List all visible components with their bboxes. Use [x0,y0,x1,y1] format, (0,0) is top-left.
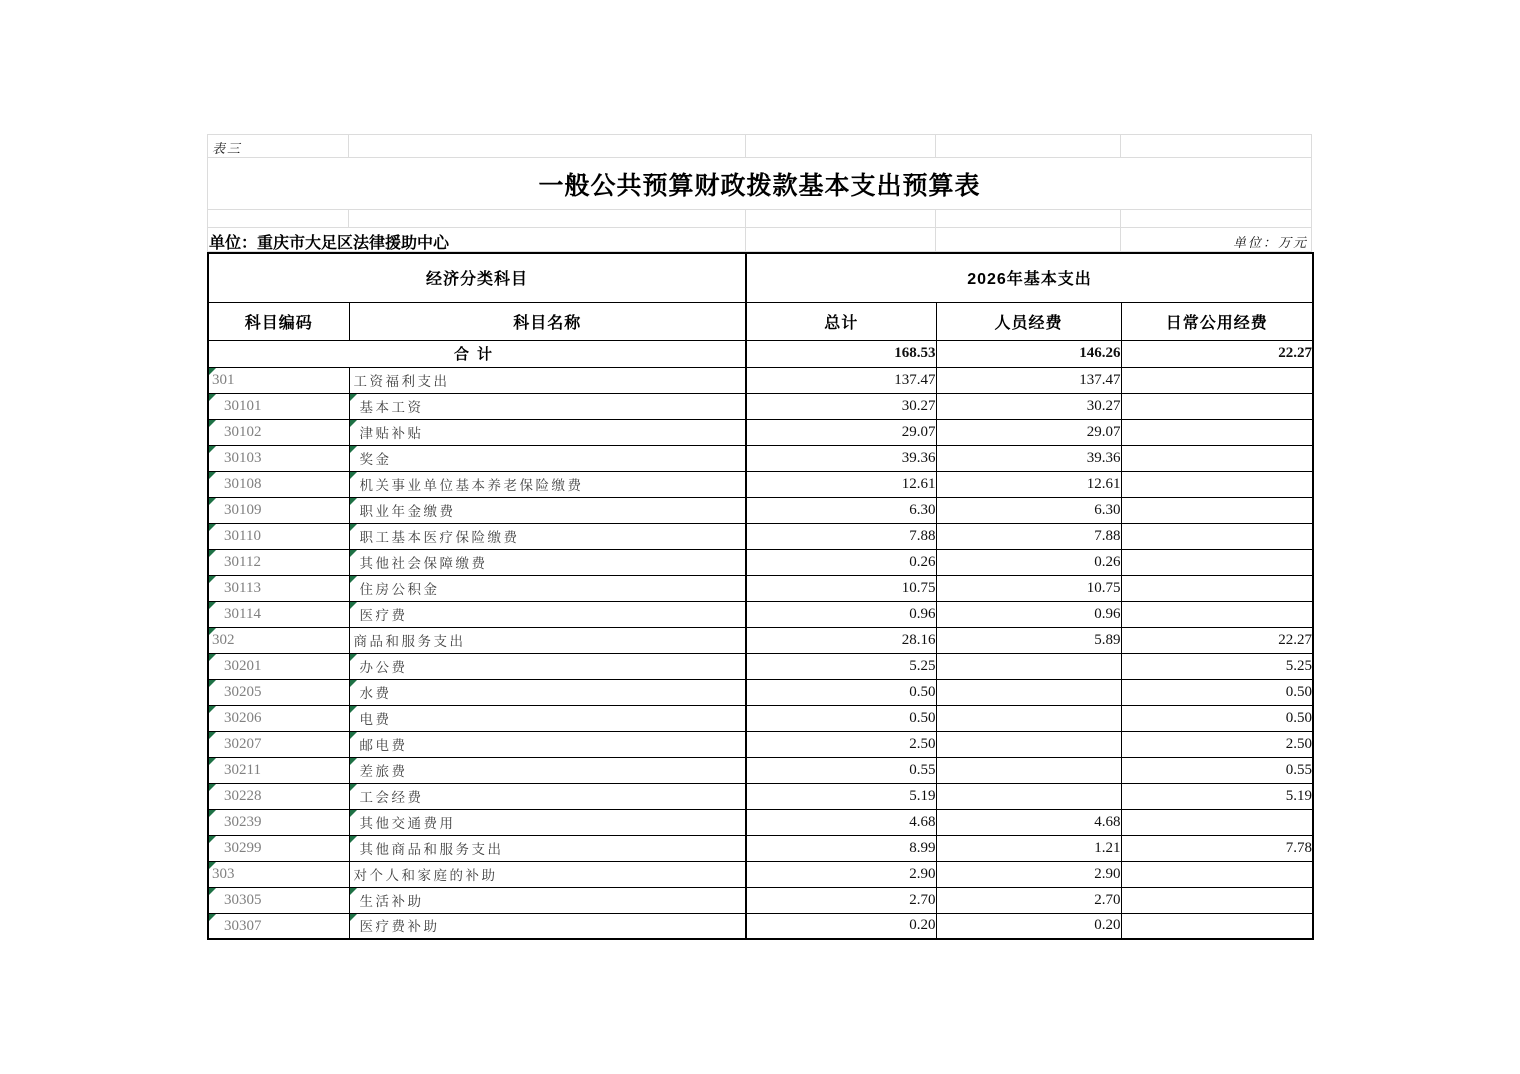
subject-name: 办公费 [359,659,408,675]
gridline [935,210,936,227]
subject-name: 其他交通费用 [359,815,456,831]
excel-error-indicator-icon [209,420,216,427]
table-row [208,783,1313,809]
table-row [208,653,1313,679]
subject-code: 30307 [224,917,262,934]
subject-code-cell [208,601,349,627]
value-personnel [936,757,1121,783]
excel-error-indicator-icon [209,680,216,687]
subject-name-cell [349,783,746,809]
value-daily [1121,861,1313,887]
value-personnel: 39.36 [936,445,1121,471]
col-header-subject-name: 科目名称 [349,302,746,340]
subject-code: 30101 [224,398,262,414]
total-value-personnel: 146.26 [936,340,1121,367]
subject-name: 工会经费 [359,789,424,805]
value-personnel [936,731,1121,757]
total-label: 合计 [208,340,746,367]
subject-code: 30201 [224,658,262,674]
value-total: 4.68 [746,809,936,835]
value-daily [1121,601,1313,627]
excel-error-indicator-icon [209,446,216,453]
excel-error-indicator-icon [350,576,357,583]
excel-error-indicator-icon [350,914,357,921]
value-personnel: 5.89 [936,627,1121,653]
excel-error-indicator-icon [350,420,357,427]
value-personnel: 0.96 [936,601,1121,627]
subject-name: 职业年金缴费 [359,503,456,519]
value-total: 30.27 [746,393,936,419]
subject-code-cell [208,757,349,783]
col-header-total: 总计 [746,302,936,340]
value-daily: 0.55 [1121,757,1313,783]
subject-code: 301 [212,372,235,388]
subject-name-cell [349,549,746,575]
subject-code: 30109 [224,502,262,518]
value-daily [1121,367,1313,393]
subject-code-cell [208,731,349,757]
value-daily [1121,445,1313,471]
value-personnel: 29.07 [936,419,1121,445]
excel-error-indicator-icon [350,498,357,505]
value-personnel: 0.26 [936,549,1121,575]
value-total: 12.61 [746,471,936,497]
subject-name: 基本工资 [359,399,424,415]
value-daily [1121,471,1313,497]
excel-error-indicator-icon [350,732,357,739]
subject-code-cell [208,367,349,393]
subject-code: 30112 [224,554,261,570]
subject-code-cell [208,471,349,497]
value-total: 5.25 [746,653,936,679]
table-row [208,523,1313,549]
excel-error-indicator-icon [209,628,216,635]
table-row [208,913,1313,939]
subject-code: 302 [212,632,235,648]
pre-table-area [207,134,1312,252]
value-personnel: 0.20 [936,913,1121,939]
table-row [208,757,1313,783]
value-personnel: 2.70 [936,887,1121,913]
table-row [208,679,1313,705]
total-value-daily: 22.27 [1121,340,1313,367]
excel-error-indicator-icon [350,680,357,687]
subject-name: 职工基本医疗保险缴费 [359,529,520,545]
col-header-personnel: 人员经费 [936,302,1121,340]
value-personnel: 30.27 [936,393,1121,419]
subject-code-cell [208,809,349,835]
value-total: 0.96 [746,601,936,627]
subject-code-cell [208,705,349,731]
value-total: 10.75 [746,575,936,601]
value-daily [1121,575,1313,601]
excel-error-indicator-icon [350,888,357,895]
gridline [745,135,746,157]
excel-error-indicator-icon [350,524,357,531]
value-total: 2.70 [746,887,936,913]
value-daily: 22.27 [1121,627,1313,653]
subject-name: 奖金 [359,451,392,467]
subject-name-cell [349,861,746,887]
value-total: 0.50 [746,679,936,705]
excel-error-indicator-icon [209,524,216,531]
subject-name-cell [349,705,746,731]
value-personnel [936,705,1121,731]
subject-name-cell [349,913,746,939]
subject-code: 30206 [224,710,262,726]
excel-error-indicator-icon [209,472,216,479]
value-total: 0.55 [746,757,936,783]
subject-code-cell [208,887,349,913]
gridline [1120,228,1121,251]
excel-error-indicator-icon [209,810,216,817]
excel-error-indicator-icon [350,784,357,791]
gridline [1120,210,1121,227]
value-total: 137.47 [746,367,936,393]
subject-code-cell [208,861,349,887]
table-row [208,367,1313,393]
value-total: 39.36 [746,445,936,471]
value-total: 6.30 [746,497,936,523]
excel-error-indicator-icon [350,810,357,817]
excel-error-indicator-icon [209,732,216,739]
table-row [208,601,1313,627]
subject-code-cell [208,627,349,653]
subject-name-cell [349,653,746,679]
subject-name: 医疗费补助 [359,919,440,935]
subject-name-cell [349,419,746,445]
subject-name-cell [349,601,746,627]
value-daily [1121,809,1313,835]
excel-error-indicator-icon [350,550,357,557]
value-total: 8.99 [746,835,936,861]
subject-name-cell [349,731,746,757]
value-daily: 2.50 [1121,731,1313,757]
subject-name: 机关事业单位基本养老保险缴费 [359,477,584,493]
subject-name-cell [349,471,746,497]
value-personnel: 12.61 [936,471,1121,497]
excel-error-indicator-icon [350,706,357,713]
subject-code: 30114 [224,606,261,622]
subject-code: 30305 [224,892,262,908]
table-row [208,835,1313,861]
table-row [208,419,1313,445]
excel-error-indicator-icon [209,914,216,921]
value-total: 2.50 [746,731,936,757]
subject-name: 邮电费 [359,737,408,753]
value-total: 5.19 [746,783,936,809]
value-daily: 5.25 [1121,653,1313,679]
subject-name-cell [349,809,746,835]
excel-error-indicator-icon [209,784,216,791]
column-header-row [208,302,1313,340]
subject-code: 30228 [224,788,262,804]
subject-code: 30207 [224,736,262,752]
value-daily [1121,887,1313,913]
subject-code: 30110 [224,528,261,544]
excel-error-indicator-icon [209,654,216,661]
subject-name: 工资福利支出 [353,373,450,389]
table-row [208,549,1313,575]
excel-error-indicator-icon [350,394,357,401]
value-daily: 0.50 [1121,705,1313,731]
table-row [208,471,1313,497]
currency-unit-label: 单位：万元 [1232,235,1308,250]
value-total: 7.88 [746,523,936,549]
subject-name-cell [349,679,746,705]
subject-name-cell [349,367,746,393]
gridline [1120,135,1121,157]
subject-code-cell [208,783,349,809]
subject-code: 30239 [224,814,262,830]
value-personnel: 1.21 [936,835,1121,861]
value-personnel [936,653,1121,679]
table-row [208,705,1313,731]
gridline [348,135,349,157]
budget-sheet [207,134,1312,940]
value-personnel: 6.30 [936,497,1121,523]
excel-error-indicator-icon [209,394,216,401]
subject-code-cell [208,835,349,861]
subject-name: 津贴补贴 [359,425,424,441]
subject-name: 医疗费 [359,607,408,623]
excel-error-indicator-icon [209,368,216,375]
subject-code-cell [208,523,349,549]
gridline [745,228,746,251]
subject-name-cell [349,627,746,653]
total-row [208,340,1313,367]
budget-table [207,252,1314,940]
table-number-label: 表三 [212,141,243,156]
value-daily: 5.19 [1121,783,1313,809]
total-value-total: 168.53 [746,340,936,367]
excel-error-indicator-icon [209,498,216,505]
excel-error-indicator-icon [350,602,357,609]
gridline [745,210,746,227]
subject-code: 30205 [224,684,262,700]
value-personnel [936,783,1121,809]
value-personnel: 7.88 [936,523,1121,549]
spacer-row [208,210,1311,228]
organization-name: 单位：重庆市大足区法律援助中心 [209,235,450,252]
value-total: 2.90 [746,861,936,887]
subject-code: 30102 [224,424,262,440]
value-personnel: 137.47 [936,367,1121,393]
subject-name-cell [349,757,746,783]
subject-code-cell [208,679,349,705]
excel-error-indicator-icon [350,472,357,479]
value-total: 0.50 [746,705,936,731]
unit-row [208,228,1311,252]
excel-error-indicator-icon [209,888,216,895]
value-daily [1121,549,1313,575]
subject-name: 其他商品和服务支出 [359,841,504,857]
value-daily: 7.78 [1121,835,1313,861]
subject-code: 30113 [224,580,261,596]
subject-code-cell [208,393,349,419]
value-personnel: 4.68 [936,809,1121,835]
subject-code: 30211 [224,762,261,778]
page-title: 一般公共预算财政拨款基本支出预算表 [538,172,981,200]
group-header-classification: 经济分类科目 [208,253,746,302]
subject-code-cell [208,653,349,679]
excel-error-indicator-icon [209,862,216,869]
group-header-expenditure: 2026年基本支出 [746,253,1313,302]
subject-name: 对个人和家庭的补助 [353,867,498,883]
value-total: 0.26 [746,549,936,575]
subject-name-cell [349,497,746,523]
subject-name: 商品和服务支出 [353,633,466,649]
excel-error-indicator-icon [209,758,216,765]
table-row [208,861,1313,887]
gridline [935,228,936,251]
table-row [208,497,1313,523]
value-daily [1121,419,1313,445]
subject-code-cell [208,575,349,601]
subject-name-cell [349,575,746,601]
table-label-row [208,135,1311,158]
subject-name: 住房公积金 [359,581,440,597]
table-row [208,731,1313,757]
excel-error-indicator-icon [209,550,216,557]
subject-code-cell [208,549,349,575]
value-personnel: 2.90 [936,861,1121,887]
subject-name: 差旅费 [359,763,408,779]
excel-error-indicator-icon [209,602,216,609]
subject-code: 30299 [224,840,262,856]
subject-name-cell [349,835,746,861]
value-total: 0.20 [746,913,936,939]
value-daily [1121,497,1313,523]
subject-name-cell [349,393,746,419]
subject-name-cell [349,445,746,471]
subject-code-cell [208,419,349,445]
subject-name-cell [349,887,746,913]
value-total: 29.07 [746,419,936,445]
value-daily [1121,913,1313,939]
subject-code-cell [208,497,349,523]
excel-error-indicator-icon [350,836,357,843]
subject-name: 其他社会保障缴费 [359,555,488,571]
excel-error-indicator-icon [350,446,357,453]
subject-name-cell [349,523,746,549]
title-row [208,158,1311,210]
subject-code: 303 [212,866,235,882]
gridline [935,135,936,157]
value-daily: 0.50 [1121,679,1313,705]
gridline [348,210,349,227]
excel-error-indicator-icon [209,706,216,713]
subject-name: 电费 [359,711,392,727]
excel-error-indicator-icon [350,654,357,661]
value-personnel: 10.75 [936,575,1121,601]
table-row [208,627,1313,653]
subject-code: 30103 [224,450,262,466]
table-row [208,445,1313,471]
subject-code-cell [208,913,349,939]
excel-error-indicator-icon [209,836,216,843]
subject-name: 生活补助 [359,893,424,909]
value-total: 28.16 [746,627,936,653]
subject-code-cell [208,445,349,471]
table-row [208,809,1313,835]
col-header-subject-code: 科目编码 [208,302,349,340]
value-daily [1121,523,1313,549]
table-row [208,887,1313,913]
excel-error-indicator-icon [350,758,357,765]
table-body [208,340,1313,939]
table-row [208,575,1313,601]
value-daily [1121,393,1313,419]
col-header-daily-public: 日常公用经费 [1121,302,1313,340]
value-personnel [936,679,1121,705]
table-row [208,393,1313,419]
group-header-row [208,253,1313,302]
subject-code: 30108 [224,476,262,492]
subject-name: 水费 [359,685,392,701]
excel-error-indicator-icon [209,576,216,583]
